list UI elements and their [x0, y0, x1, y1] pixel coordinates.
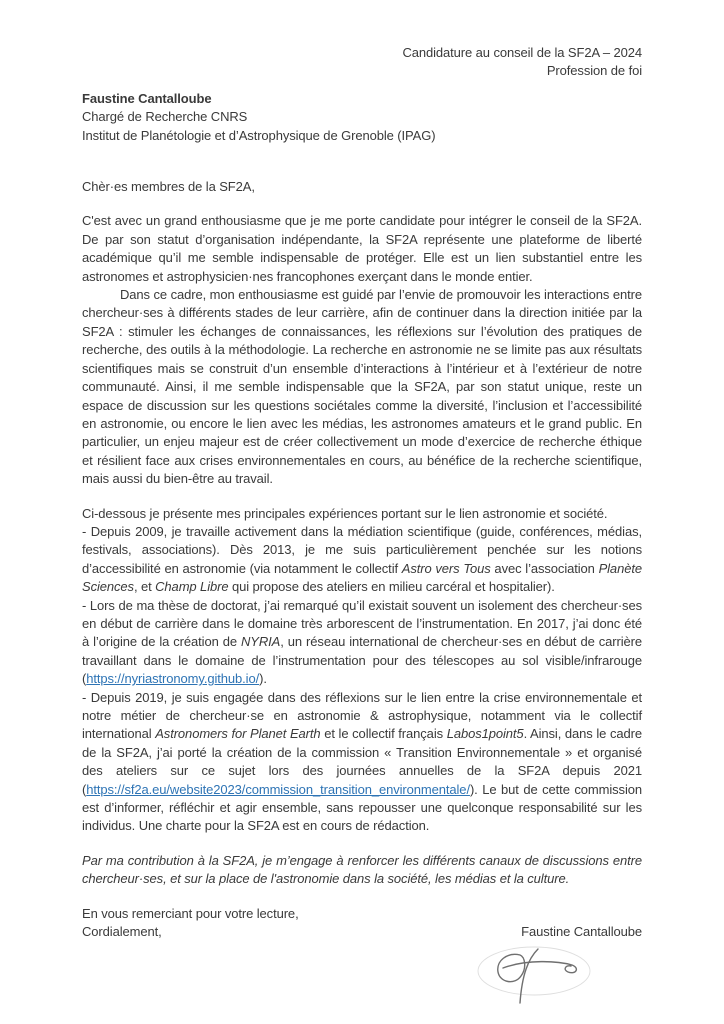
italic-text: Planète Sciences: [82, 560, 642, 595]
author-institute: Institut de Planétologie et d’Astrophysique de Grenoble (IPAG): [82, 127, 436, 143]
text-run: ). Le but de cette commission est d’informer, réfléchir et agir ensemble, sans repousser une quelconque responsabilité sur les individus. Une charte pour la SF2A est en cours de rédaction.: [82, 781, 642, 834]
header-subtitle: Profession de foi: [546, 63, 642, 79]
italic-text: Labos1point5: [446, 726, 524, 742]
text-run: ).: [259, 671, 267, 687]
text-run: qui propose des ateliers en milieu carcéral et hospitalier).: [228, 579, 555, 595]
text-run: et le collectif français: [320, 726, 447, 742]
italic-text: NYRIA: [241, 634, 281, 650]
italic-text: Astro vers Tous: [401, 560, 491, 576]
paragraph: [82, 597, 642, 689]
paragraph: [82, 905, 642, 923]
italic-text: Champ Libre: [155, 579, 229, 595]
text-run: avec l’association: [490, 560, 599, 576]
text-run: Dans ce cadre, mon enthousiasme est guidé par l’envie de promouvoir les interactions entre chercheur·ses à différents stades de leur carrière, afin de continuer dans la direction initiée par la SF2A : stimuler les échanges de connaissances, les réflexions sur l’évolution des pratiques de recherche, des outils à la méthodologie. La recherche en astronomie ne se limite pas aux résultats scientifiques mais se construit d’un ensemble d’interactions à l’intérieur et à l’extérieur de notre communauté. Ainsi, il me semble indispensable que la SF2A, par son statut unique, reste un espace de discussion sur les questions sociétales comme la diversité, l’inclusion et l’accessibilité en astronomie, ou encore le lien avec les médias, les astronomes amateurs et le grand public. En particulier, un enjeu majeur est de créer collectivement un mode d’exercice de recherche éthique et résilient face aux crises environnementales en cours, au bénéfice de la recherche scientifique, mais aussi du bien-être au travail.: [82, 287, 642, 487]
salutation: Chèr·es membres de la SF2A,: [82, 179, 255, 195]
paragraph: [82, 689, 642, 836]
letter-body: [82, 212, 642, 923]
italic-text: Astronomers for Planet Earth: [155, 726, 321, 742]
text-run: Ci-dessous je présente mes principales expériences portant sur le lien astronomie et société.: [82, 505, 608, 521]
header-title: Candidature au conseil de la SF2A – 2024: [402, 45, 642, 60]
text-run: , et: [133, 579, 156, 595]
author-position: Chargé de Recherche CNRS: [82, 109, 248, 125]
signature-icon: [474, 945, 600, 1011]
text-run: . Ainsi, dans le cadre de la SF2A, j’ai porté la création de la commission « Transition Environnementale » et organisé des ateliers sur ce sujet lors des journées annuelles de la SF2A depuis 2021 (: [82, 726, 642, 797]
text-run: - Depuis 2019, je suis engagée dans des réflexions sur le lien entre la crise environnementale et notre métier de chercheur·se en astronomie & astrophysique, notamment via le collectif international: [82, 689, 642, 742]
paragraph: [82, 286, 642, 488]
author-name: Faustine Cantalloube: [82, 90, 212, 106]
text-run: C'est avec un grand enthousiasme que je me porte candidate pour intégrer le conseil de la SF2A. De par son statut d’organisation indépendante, la SF2A représente une plateforme de liberté académique qu’il me semble indispensable de protéger. Elle est un lien substantiel entre les astronomes et astrophysicien·nes francophones exerçant dans le monde entier.: [82, 213, 642, 284]
closing-word: Cordialement,: [82, 924, 162, 940]
paragraph: [82, 212, 642, 286]
closing-row: [82, 923, 642, 941]
paragraph: [82, 523, 642, 597]
signature-area: [82, 945, 642, 1011]
author-block: [82, 90, 642, 145]
document-header: [82, 44, 642, 81]
paragraph: [82, 505, 642, 523]
text-run: Par ma contribution à la SF2A, je m’engage à renforcer les différents canaux de discussions entre chercheur·ses, et sur la place de l'astronomie dans la société, les médias et la culture.: [82, 852, 642, 887]
text-run: - Depuis 2009, je travaille activement dans la médiation scientifique (guide, conférences, médias, festivals, associations). Dès 2013, je me suis particulièrement penchée sur les notions d’accessibilité en astronomie (via notamment le collectif: [82, 523, 642, 576]
paragraph: [82, 852, 642, 889]
text-run: En vous remerciant pour votre lecture,: [82, 905, 299, 921]
text-run: , un réseau international de chercheur·ses en début de carrière travaillant dans le domaine de l’instrumentation pour des télescopes au sol visible/infrarouge (: [82, 634, 642, 687]
text-run: - Lors de ma thèse de doctorat, j’ai remarqué qu’il existait souvent un isolement des chercheur·ses en début de carrière dans le domaine très arborescent de l’instrumentation. En 2017, j’ai donc été à l’origine de la création de: [82, 597, 642, 650]
hyperlink[interactable]: https://sf2a.eu/website2023/commission_transition_environmentale/: [86, 781, 470, 797]
hyperlink[interactable]: https://nyriastronomy.github.io/: [86, 671, 260, 687]
signature-name: Faustine Cantalloube: [521, 924, 642, 940]
